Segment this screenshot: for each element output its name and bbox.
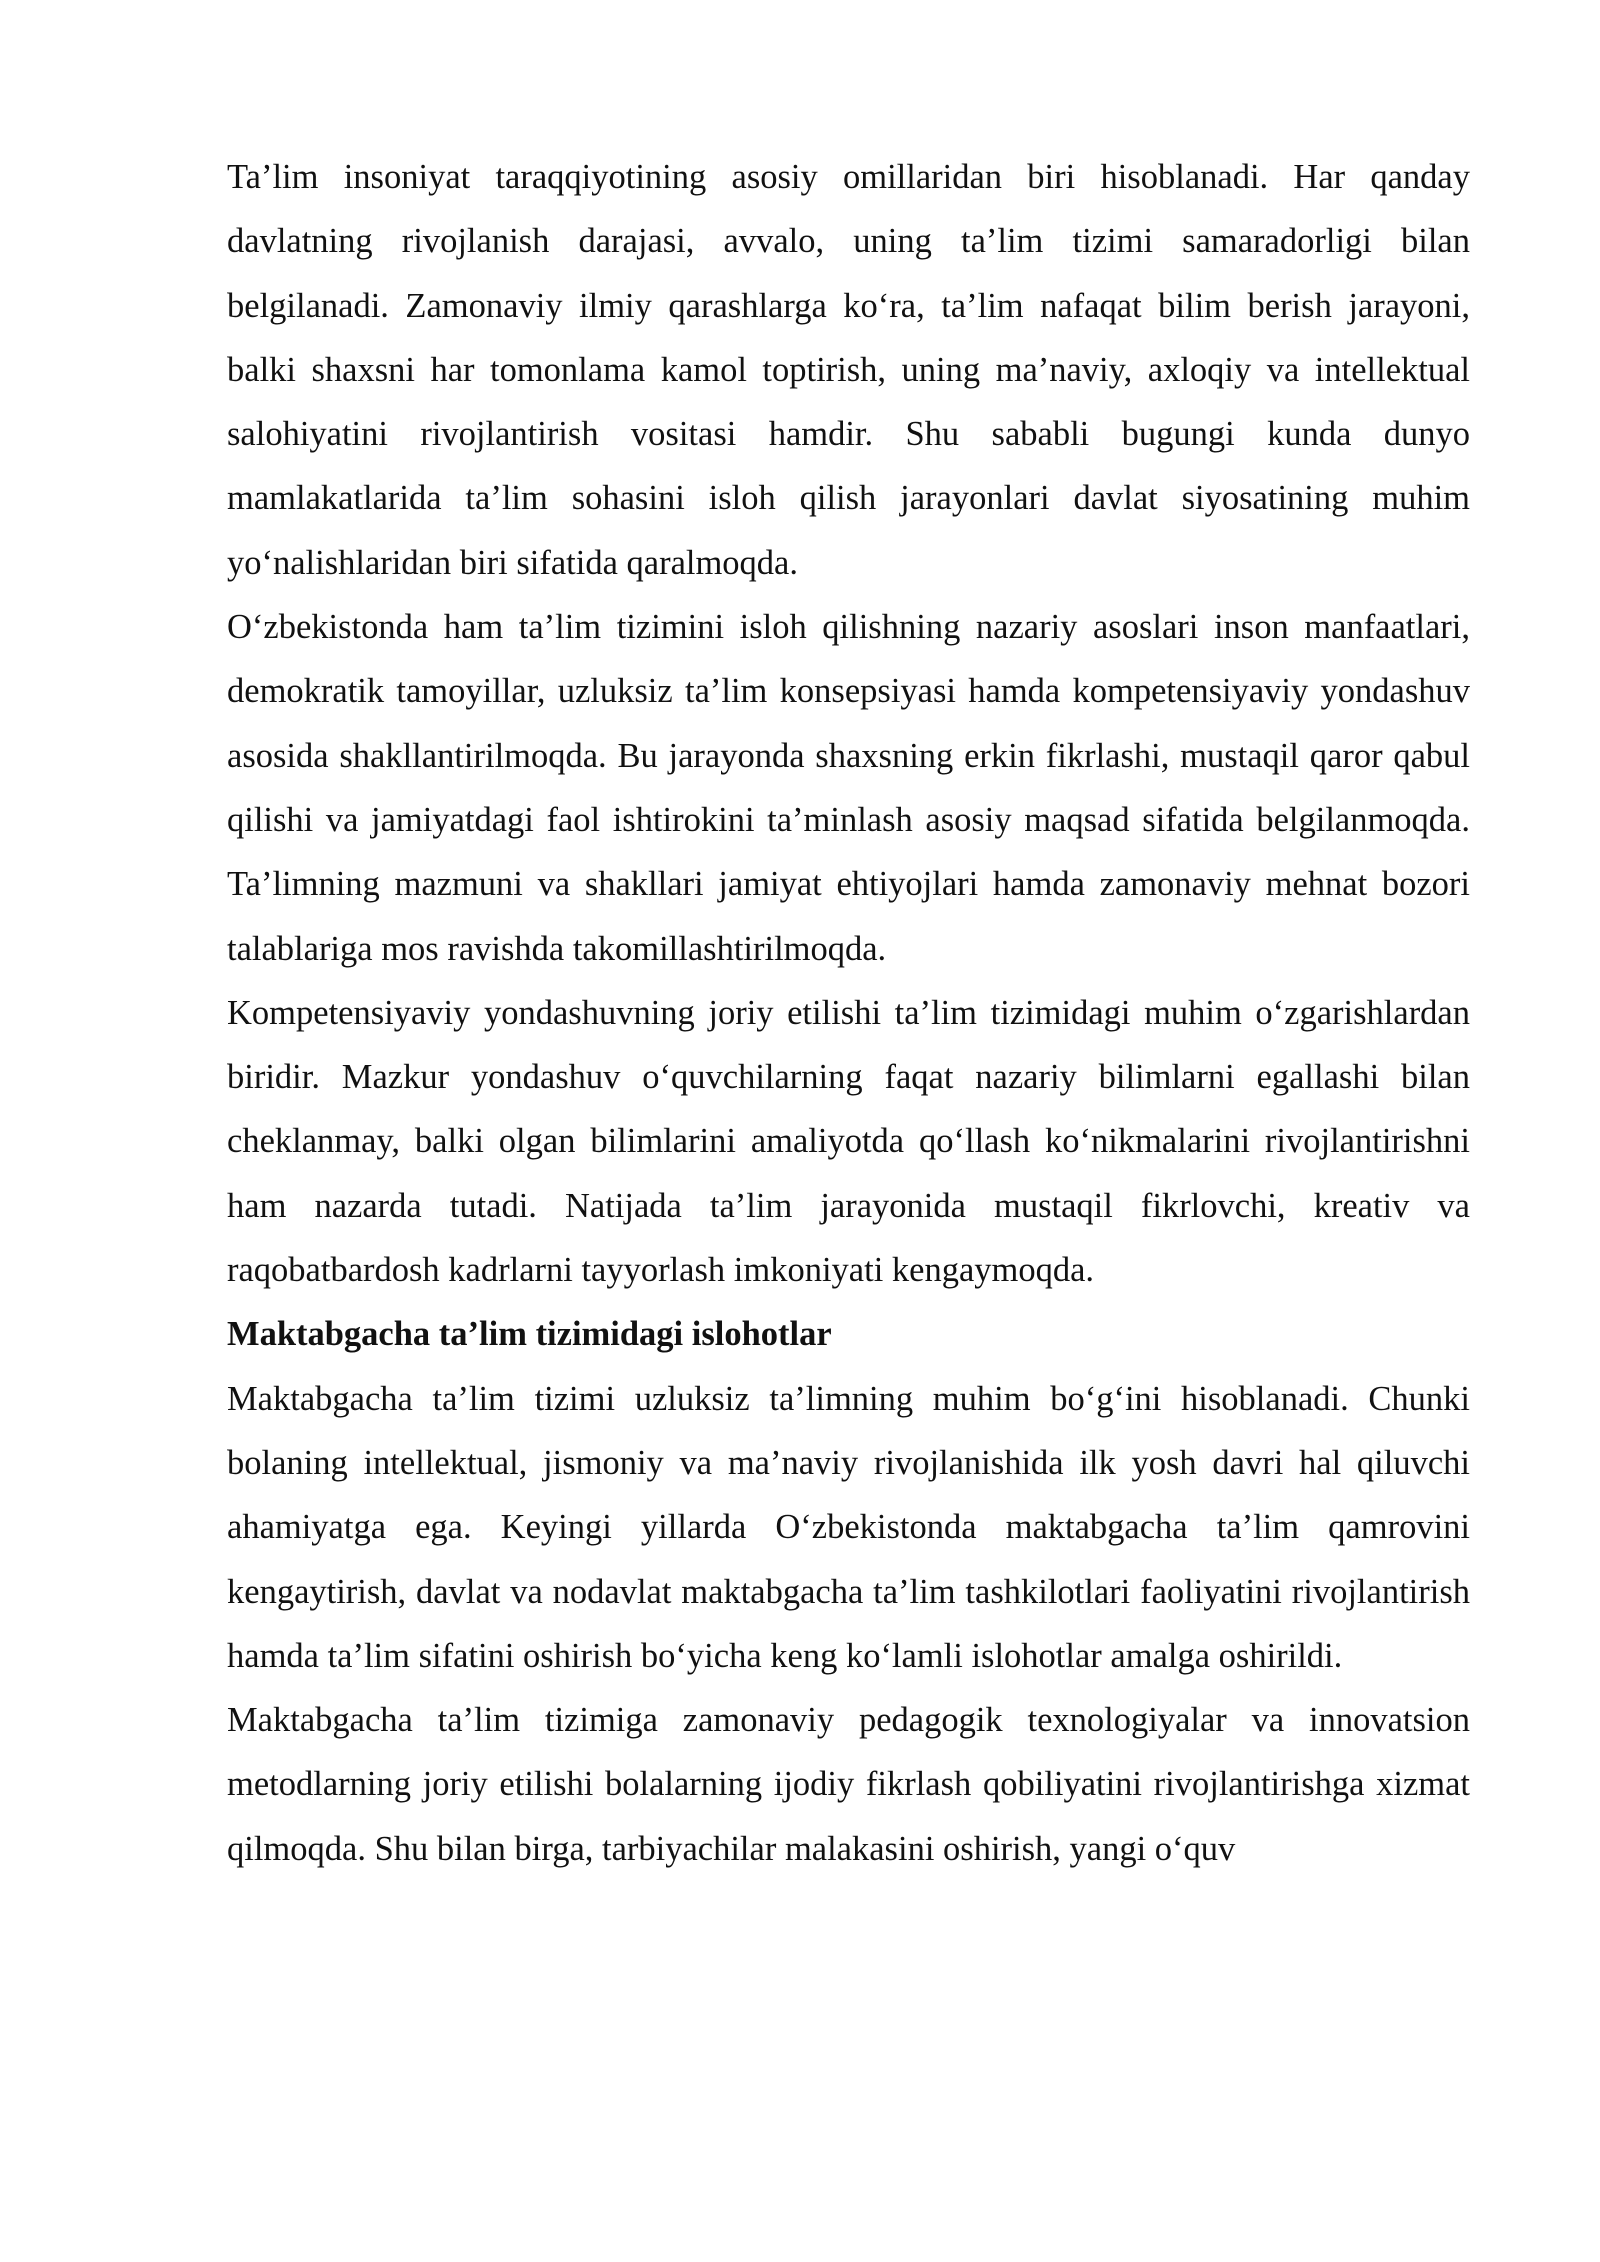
paragraph-competency-approach: Kompetensiyaviy yondashuvning joriy etilishi ta’lim tizimidagi muhim o‘zgarishlardan biridir. Mazkur yondashuv o‘quvchilarning faqat nazariy bilimlarni egallashi bilan cheklanmay, balki olgan bilimlarini amaliyotda qo‘llash ko‘nikmalarini rivojlantirishni ham nazarda tutadi. Natijada ta’lim jarayonida mustaqil fikrlovchi, kreativ va raqobatbardosh kadrlarni tayyorlash imkoniyati kengaymoqda. [227, 993, 1470, 1290]
paragraph-intro: Ta’lim insoniyat taraqqiyotining asosiy omillaridan biri hisoblanadi. Har qanday davlatning rivojlanish darajasi, avvalo, uning ta’lim tizimi samaradorligi bilan belgilanadi. Zamonaviy ilmiy qarashlarga ko‘ra, ta’lim nafaqat bilim berish jarayoni, balki shaxsni har tomonlama kamol toptirish, uning ma’naviy, axloqiy va intellektual salohiyatini rivojlantirish vositasi hamdir. Shu sababli bugungi kunda dunyo mamlakatlarida ta’lim sohasini isloh qilish jarayonlari davlat siyosatining muhim yo‘nalishlaridan biri sifatida qaralmoqda. [227, 158, 1470, 582]
paragraph-preschool-technologies: Maktabgacha ta’lim tizimiga zamonaviy pedagogik texnologiyalar va innovatsion metodlarning joriy etilishi bolalarning ijodiy fikrlash qobiliyatini rivojlantirishga xizmat qilmoqda. Shu bilan birga, tarbiyachilar malakasini oshirish, yangi o‘quv [227, 1701, 1470, 1868]
paragraph-uzbekistan-reform: O‘zbekistonda ham ta’lim tizimini isloh qilishning nazariy asoslari inson manfaatlari, demokratik tamoyillar, uzluksiz ta’lim konsepsiyasi hamda kompetensiyaviy yondashuv asosida shakllantirilmoqda. Bu jarayonda shaxsning erkin fikrlashi, mustaqil qaror qabul qilishi va jamiyatdagi faol ishtirokini ta’minlash asosiy maqsad sifatida belgilanmoqda. Ta’limning mazmuni va shakllari jamiyat ehtiyojlari hamda zamonaviy mehnat bozori talablariga mos ravishda takomillashtirilmoqda. [227, 608, 1470, 968]
document-body [227, 145, 1470, 1881]
paragraph-preschool-system: Maktabgacha ta’lim tizimi uzluksiz ta’limning muhim bo‘g‘ini hisoblanadi. Chunki bolaning intellektual, jismoniy va ma’naviy rivojlanishida ilk yosh davri hal qiluvchi ahamiyatga ega. Keyingi yillarda O‘zbekistonda maktabgacha ta’lim qamrovini kengaytirish, davlat va nodavlat maktabgacha ta’lim tashkilotlari faoliyatini rivojlantirish hamda ta’lim sifatini oshirish bo‘yicha keng ko‘lamli islohotlar amalga oshirildi. [227, 1379, 1470, 1675]
section-heading: Maktabgacha ta’lim tizimidagi islohotlar [227, 1315, 832, 1354]
